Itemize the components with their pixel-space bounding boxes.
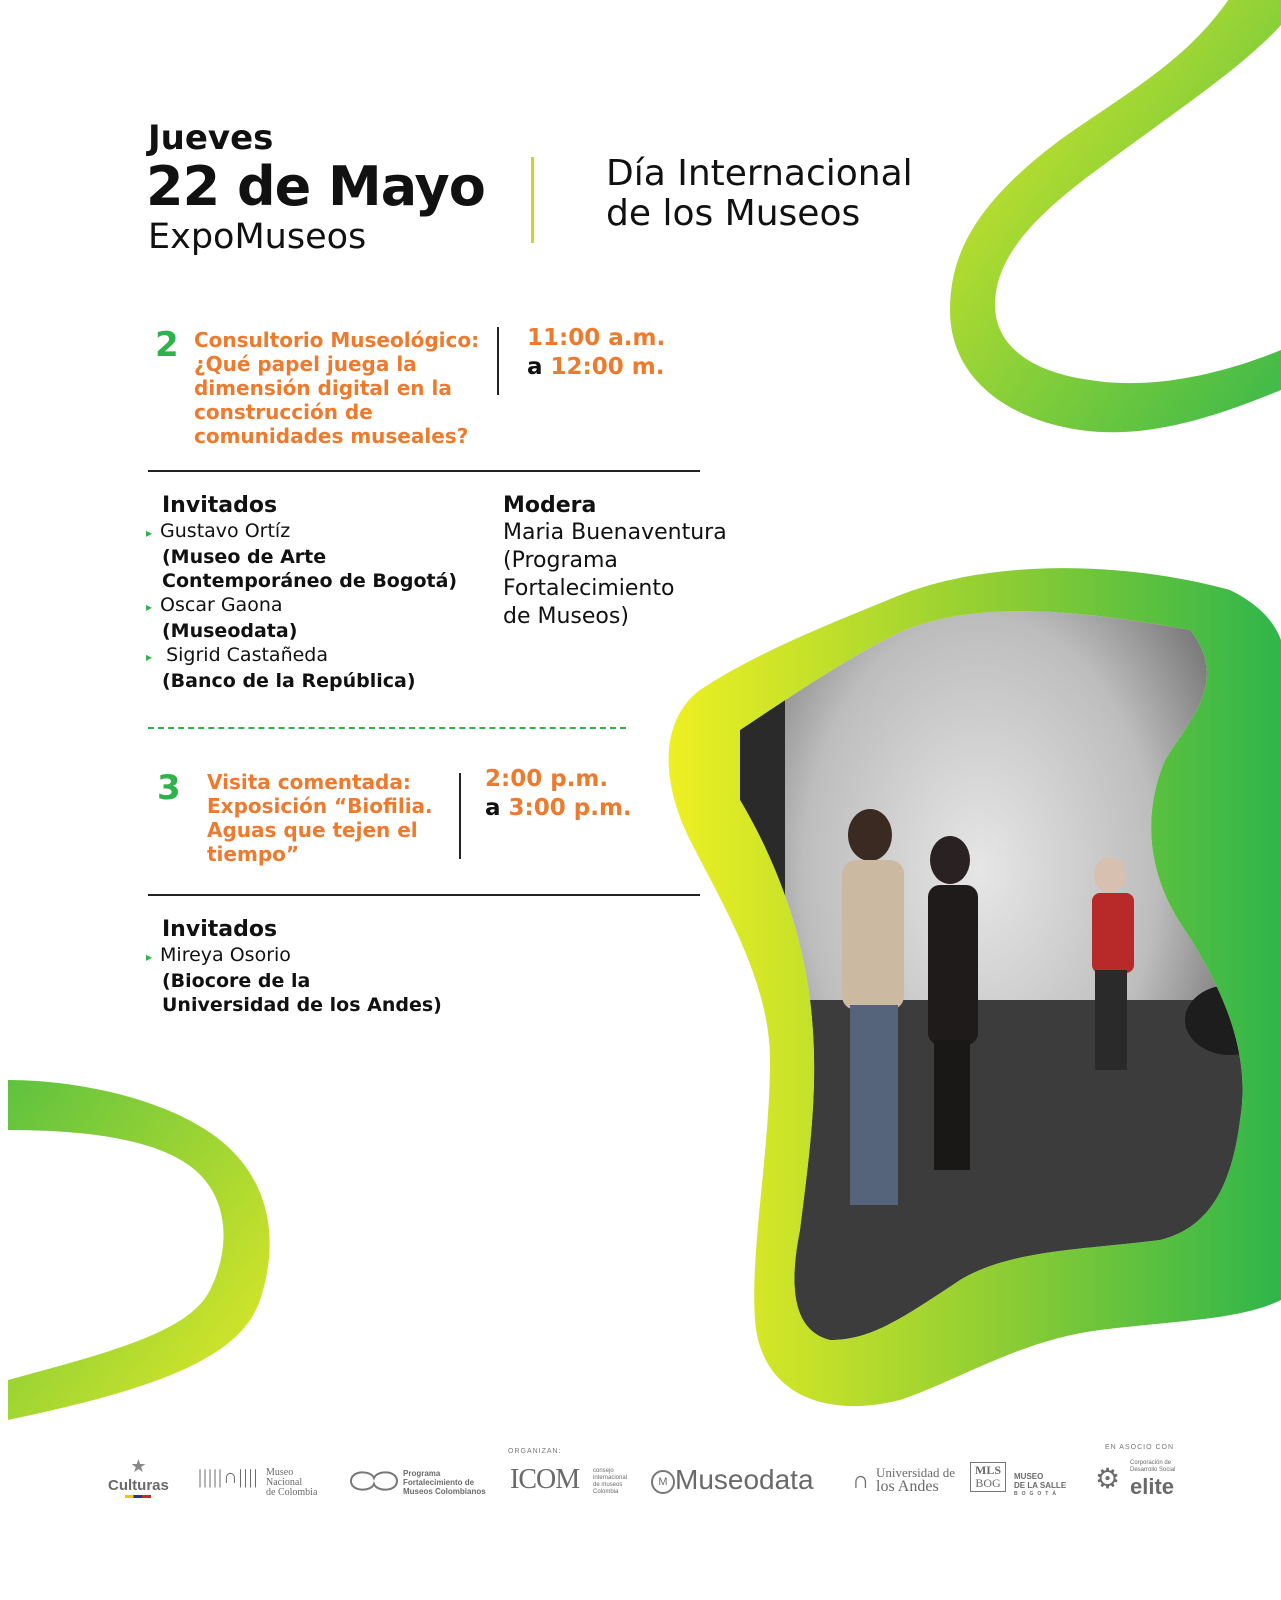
logo-line: de Colombia [266, 1487, 318, 1498]
session-number: 3 [157, 768, 181, 808]
time-connector: a [485, 795, 501, 821]
logo-line: Programa [403, 1469, 441, 1478]
logo-line: Museo [266, 1467, 294, 1478]
title-line: Consultorio Museológico: [194, 328, 480, 352]
logo-line: Museos Colombianos [403, 1487, 486, 1496]
uniandes-icon: ∩ [852, 1468, 870, 1494]
moderator-heading: Modera [503, 493, 597, 518]
section-rule [148, 470, 700, 472]
elite-subtext [1130, 1460, 1175, 1474]
programa-logo [403, 1469, 486, 1496]
coat-of-arms-icon: ★ [130, 1456, 147, 1476]
session-time [527, 324, 665, 382]
guests-heading: Invitados [162, 493, 278, 518]
culturas-text: Culturas [108, 1477, 169, 1494]
logo-line: MUSEO [1014, 1472, 1044, 1481]
guests-block [146, 917, 442, 1017]
guest-org: (Museo de Arte [162, 546, 327, 568]
logo-line: Colombia [593, 1489, 619, 1495]
logo-line: Desarrollo Social [1130, 1467, 1176, 1473]
session-time [485, 765, 632, 823]
bullet-icon: ▸ [146, 650, 153, 664]
museodata-icon: M [651, 1470, 675, 1494]
time-start: 2:00 p.m. [485, 766, 609, 792]
guest-org: (Biocore de la [162, 970, 311, 992]
icom-subtext [593, 1468, 627, 1496]
uniandes-logo [876, 1466, 955, 1494]
title-line: ¿Qué papel juega la [194, 352, 417, 376]
moderator-block [503, 493, 727, 631]
time-end: 12:00 m. [550, 354, 665, 380]
bullet-icon: ▸ [146, 526, 153, 540]
mls-bog-logo [970, 1462, 1006, 1492]
moderator-line: Fortalecimiento [503, 576, 675, 601]
logo-line: Nacional [266, 1477, 303, 1488]
title-line: comunidades museales? [194, 424, 469, 448]
culturas-logo [108, 1456, 169, 1498]
title-line: tiempo” [207, 842, 300, 866]
logo-line: Corporación de [1130, 1460, 1172, 1466]
guests-heading: Invitados [162, 917, 278, 942]
title-line: Aguas que tejen el [207, 818, 418, 842]
logo-line: BOGOTÁ [1014, 1491, 1060, 1497]
guests-block [146, 493, 458, 693]
elite-gear-icon: ⚙ [1095, 1464, 1121, 1495]
left-wave [8, 1080, 270, 1420]
programa-icon [347, 1466, 401, 1496]
logo-line: DE LA SALLE [1014, 1481, 1067, 1490]
logo-line: consejo [593, 1468, 614, 1474]
guest-name: Mireya Osorio [160, 944, 291, 966]
dotted-separator [148, 727, 626, 729]
asocio-label: EN ASOCIO CON [1105, 1444, 1175, 1451]
title-line: construcción de [194, 400, 373, 424]
guest-name: Oscar Gaona [160, 594, 283, 616]
logo-line: Universidad de [876, 1465, 956, 1480]
museo-salle-logo [1014, 1472, 1066, 1499]
subtitle-line-2: de los Museos [606, 193, 861, 234]
header-subtitle [606, 154, 913, 234]
guest-org: Contemporáneo de Bogotá) [162, 570, 458, 592]
elite-logo: elite [1130, 1474, 1175, 1499]
header-divider [531, 157, 534, 243]
logo-line: los Andes [876, 1478, 939, 1495]
footer-logos [0, 1440, 1281, 1520]
guest-item [146, 593, 457, 619]
title-line: Visita comentada: [207, 770, 411, 794]
logo-line: de museos [593, 1482, 623, 1488]
session-divider [497, 327, 499, 395]
guest-name: Gustavo Ortíz [160, 520, 291, 542]
flag-strip [125, 1495, 151, 1498]
subtitle-line-1: Día Internacional [606, 153, 913, 194]
header-event: ExpoMuseos [148, 217, 367, 257]
logo-line: MLS [975, 1463, 1002, 1477]
guest-org: (Museodata) [162, 620, 298, 642]
icom-logo: ICOM [510, 1464, 580, 1495]
moderator-line: de Museos) [503, 604, 629, 629]
moderator-line: Maria Buenaventura [503, 520, 727, 545]
top-right-wave [950, 0, 1281, 432]
museodata-text: Museodata [675, 1464, 814, 1495]
logo-line: Fortalecimiento de [403, 1478, 475, 1487]
organizan-label: ORGANIZAN: [508, 1448, 562, 1455]
header-day: Jueves [148, 118, 274, 158]
guest-org: Universidad de los Andes) [162, 994, 442, 1016]
title-line: dimensión digital en la [194, 376, 452, 400]
logo-line: internacional [593, 1475, 628, 1481]
guest-item [146, 943, 442, 969]
header-date: 22 de Mayo [146, 155, 485, 218]
session-title [194, 328, 479, 448]
guest-item [146, 643, 457, 669]
museo-nacional-logo [266, 1468, 317, 1498]
guest-item [146, 519, 457, 545]
bullet-icon: ▸ [146, 950, 153, 964]
logo-line: BOG [975, 1476, 1001, 1490]
session-number: 2 [155, 325, 179, 365]
title-line: Exposición “Biofilia. [207, 794, 433, 818]
guest-org: (Banco de la República) [162, 670, 416, 692]
session-title [207, 770, 433, 866]
museo-nacional-icon: |||||∩|||| [198, 1466, 259, 1488]
guest-name: Sigrid Castañeda [166, 644, 329, 666]
time-start: 11:00 a.m. [527, 325, 666, 351]
session-divider [459, 773, 461, 859]
time-end: 3:00 p.m. [508, 795, 632, 821]
section-rule [148, 894, 700, 896]
bullet-icon: ▸ [146, 600, 153, 614]
moderator-line: (Programa [503, 548, 618, 573]
museodata-logo [651, 1464, 814, 1496]
time-connector: a [527, 354, 543, 380]
